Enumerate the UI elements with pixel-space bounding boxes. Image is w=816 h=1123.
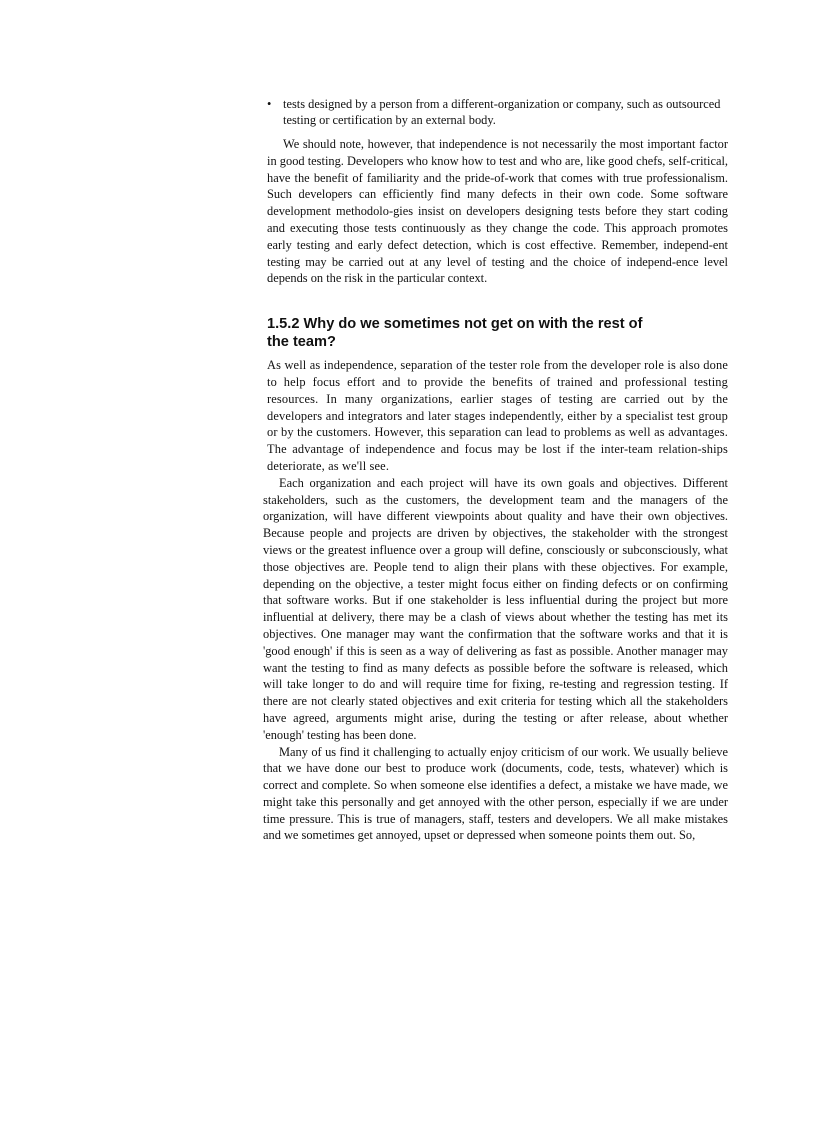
section-heading: 1.5.2 Why do we sometimes not get on with the rest of the team? [267,316,643,351]
bullet-text: tests designed by a person from a different-organization or company, such as outsourced testing or certification by an external body. [283,97,721,127]
paragraph-objectives: Each organization and each project will have its own goals and objectives. Different stakeholders, such as the customers, the development team and the managers of the organization, will have different viewpoints about quality and have their own objectives. Because people and projects are driven by objectives, the stakeholder with the strongest views or the greatest influence over a group will define, consciously or subconsciously, what those objectives are. People tend to align their plans with these objectives. For example, depending on the objective, a tester might focus either on finding defects or on confirming that software works. But if one stakeholder is less influential during the project but more influential at delivery, there may be a clash of views about whether the testing has met its objectives. One manager may want the confirmation that the software works and that it is 'good enough' if this is seen as a way of delivering as fast as possible. Another manager may want the testing to find as many defects as possible before the software is released, which will take longer to do and will require time for fixing, re-testing and regression testing. If there are not clearly stated objectives and exit criteria for testing which all the stakeholders have agreed, arguments might arise, during the testing or after release, about whether 'enough' testing has been done. [263,475,728,742]
paragraph-separation: As well as independence, separation of the tester role from the developer role is also done to help focus effort and to provide the benefits of trained and professional testing resources. In many organizations, earlier stages of testing are carried out by the developers and integrators and later stages independently, either by a specialist test group or by the customers. However, this separation can lead to problems as well as advantages. The advantage of independence and focus may be lost if the inter-team relation-ships deteriorate, as we'll see. [267,358,728,473]
book-page [263,96,728,844]
bullet-item [267,96,728,128]
paragraph-independence: We should note, however, that independence is not necessarily the most important factor in good testing. Developers who know how to test and who are, like good chefs, self-critical, have the benefit of familiarity and the pride-of-work that comes with true professionalism. Such developers can efficiently find many defects in their own code. Some software development methodolo-gies insist on developers designing tests before they start coding and executing those tests continuously as they change the code. This approach promotes early testing and early defect detection, which is cost effective. Remember, independ-ent testing may be carried out at any level of testing and the choice of independ-ence level depends on the risk in the particular context. [267,137,728,286]
paragraph-criticism: Many of us find it challenging to actually enjoy criticism of our work. We usually believe that we have done our best to produce work (documents, code, tests, whatever) which is correct and complete. So when someone else identifies a defect, a mistake we have made, we might take this personally and get annoyed with the other person, especially if we are under time pressure. This is true of managers, staff, testers and developers. We all make mistakes and we sometimes get annoyed, upset or depressed when someone points them out. So, [263,744,728,843]
bullet-mark: • [267,97,272,111]
body-text-block [263,475,728,845]
